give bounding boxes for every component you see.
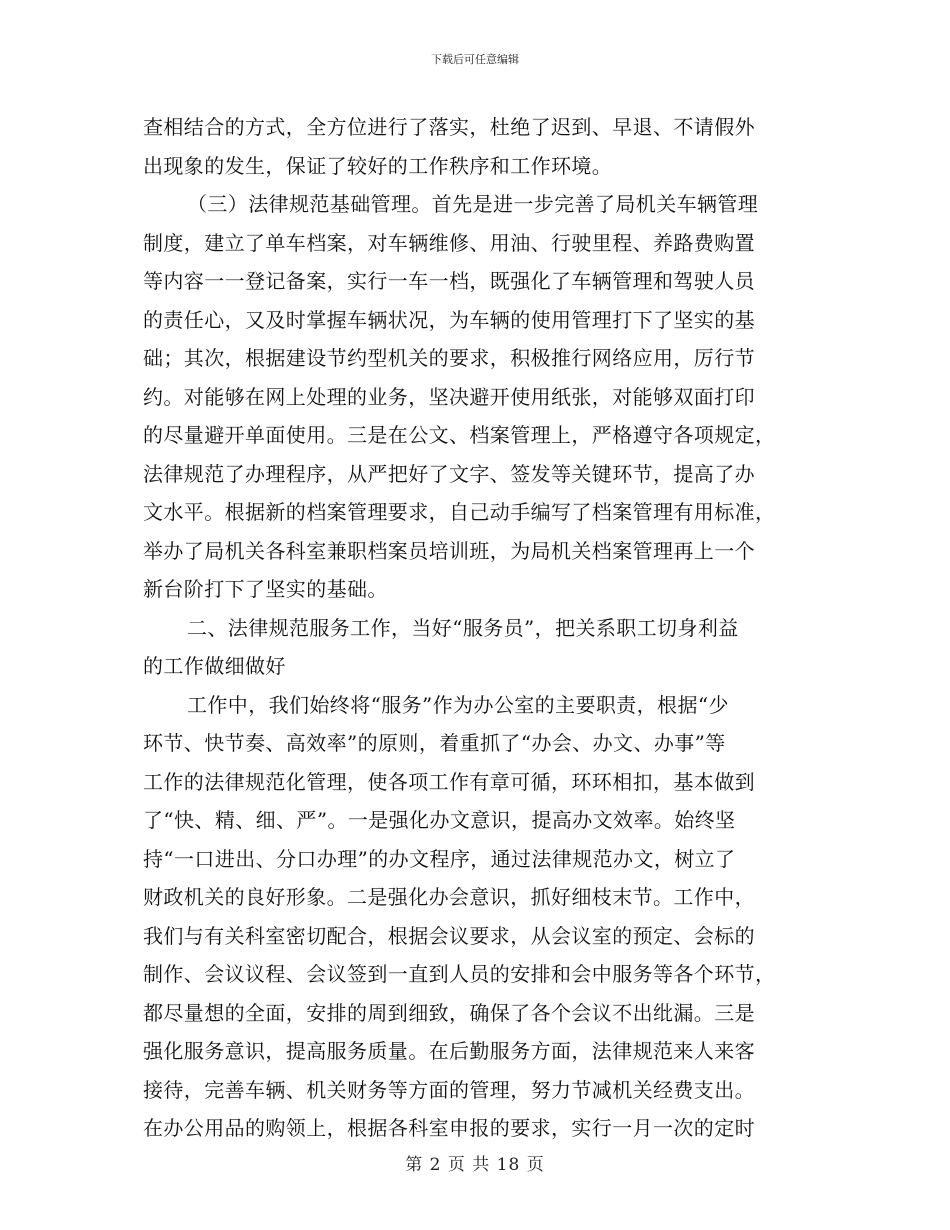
text-line: 约。对能够在网上处理的业务，坚决避开使用纸张，对能够双面打印: [143, 384, 755, 409]
text-line: （三）法律规范基础管理。首先是进一步完善了局机关车辆管理: [187, 192, 759, 216]
section-heading-line: 的工作做细做好: [143, 654, 286, 678]
text-line: 环节、快节奏、高效率”的原则，着重抓了“办会、办文、办事”等: [143, 731, 726, 755]
text-line: 的责任心，又及时掌握车辆状况，为车辆的使用管理打下了坚实的基: [143, 307, 755, 332]
text-line: 新台阶打下了坚实的基础。: [143, 577, 388, 601]
text-line: 强化服务意识，提高服务质量。在后勤服务方面，法律规范来人来客: [143, 1039, 755, 1063]
text-line: 财政机关的良好形象。二是强化办会意识，抓好细枝末节。工作中，: [143, 885, 755, 909]
text-line: 等内容一一登记备案，实行一车一档，既强化了车辆管理和驾驶人员: [143, 269, 755, 293]
text-line: 接待，完善车辆、机关财务等方面的管理，努力节减机关经费支出。: [143, 1077, 755, 1102]
text-line: 都尽量想的全面，安排的周到细致，确保了各个会议不出纰漏。三是: [143, 1000, 755, 1025]
page-number-footer: 第 2 页 共 18 页: [405, 1155, 545, 1175]
text-line: 础；其次，根据建设节约型机关的要求，积极推行网络应用，厉行节: [143, 346, 755, 370]
page-header: 下载后可任意编辑: [431, 53, 519, 66]
section-heading-line: 二、法律规范服务工作，当好“服务员”，把关系职工切身利益: [187, 615, 739, 640]
text-line: 制作、会议议程、会议签到一直到人员的安排和会中服务等各个环节，: [143, 962, 776, 986]
text-line: 了“快、精、细、严”。一是强化办文意识，提高办文效率。始终坚: [143, 808, 736, 832]
text-line: 制度，建立了单车档案，对车辆维修、用油、行驶里程、养路费购置: [143, 230, 755, 255]
text-line: 工作的法律规范化管理，使各项工作有章可循，环环相扣，基本做到: [143, 769, 755, 794]
text-line: 举办了局机关各科室兼职档案员培训班，为局机关档案管理再上一个: [143, 538, 755, 563]
text-line: 我们与有关科室密切配合，根据会议要求，从会议室的预定、会标的: [143, 923, 755, 948]
text-line: 查相结合的方式，全方位进行了落实，杜绝了迟到、早退、不请假外: [143, 115, 755, 139]
text-line: 在办公用品的购领上，根据各科室申报的要求，实行一月一次的定时: [143, 1116, 755, 1140]
text-line: 的尽量避开单面使用。三是在公文、档案管理上，严格遵守各项规定，: [143, 423, 776, 447]
text-line: 持“一口进出、分口办理”的办文程序，通过法律规范办文，树立了: [143, 846, 736, 871]
document-body: [143, 108, 803, 1148]
text-line: 出现象的发生，保证了较好的工作秩序和工作环境。: [143, 153, 613, 178]
text-line: 文水平。根据新的档案管理要求，自己动手编写了档案管理有用标准，: [143, 500, 776, 524]
text-line: 法律规范了办理程序，从严把好了文字、签发等关键环节，提高了办: [143, 461, 755, 486]
text-line: 工作中，我们始终将“服务”作为办公室的主要职责，根据“少: [187, 692, 729, 717]
